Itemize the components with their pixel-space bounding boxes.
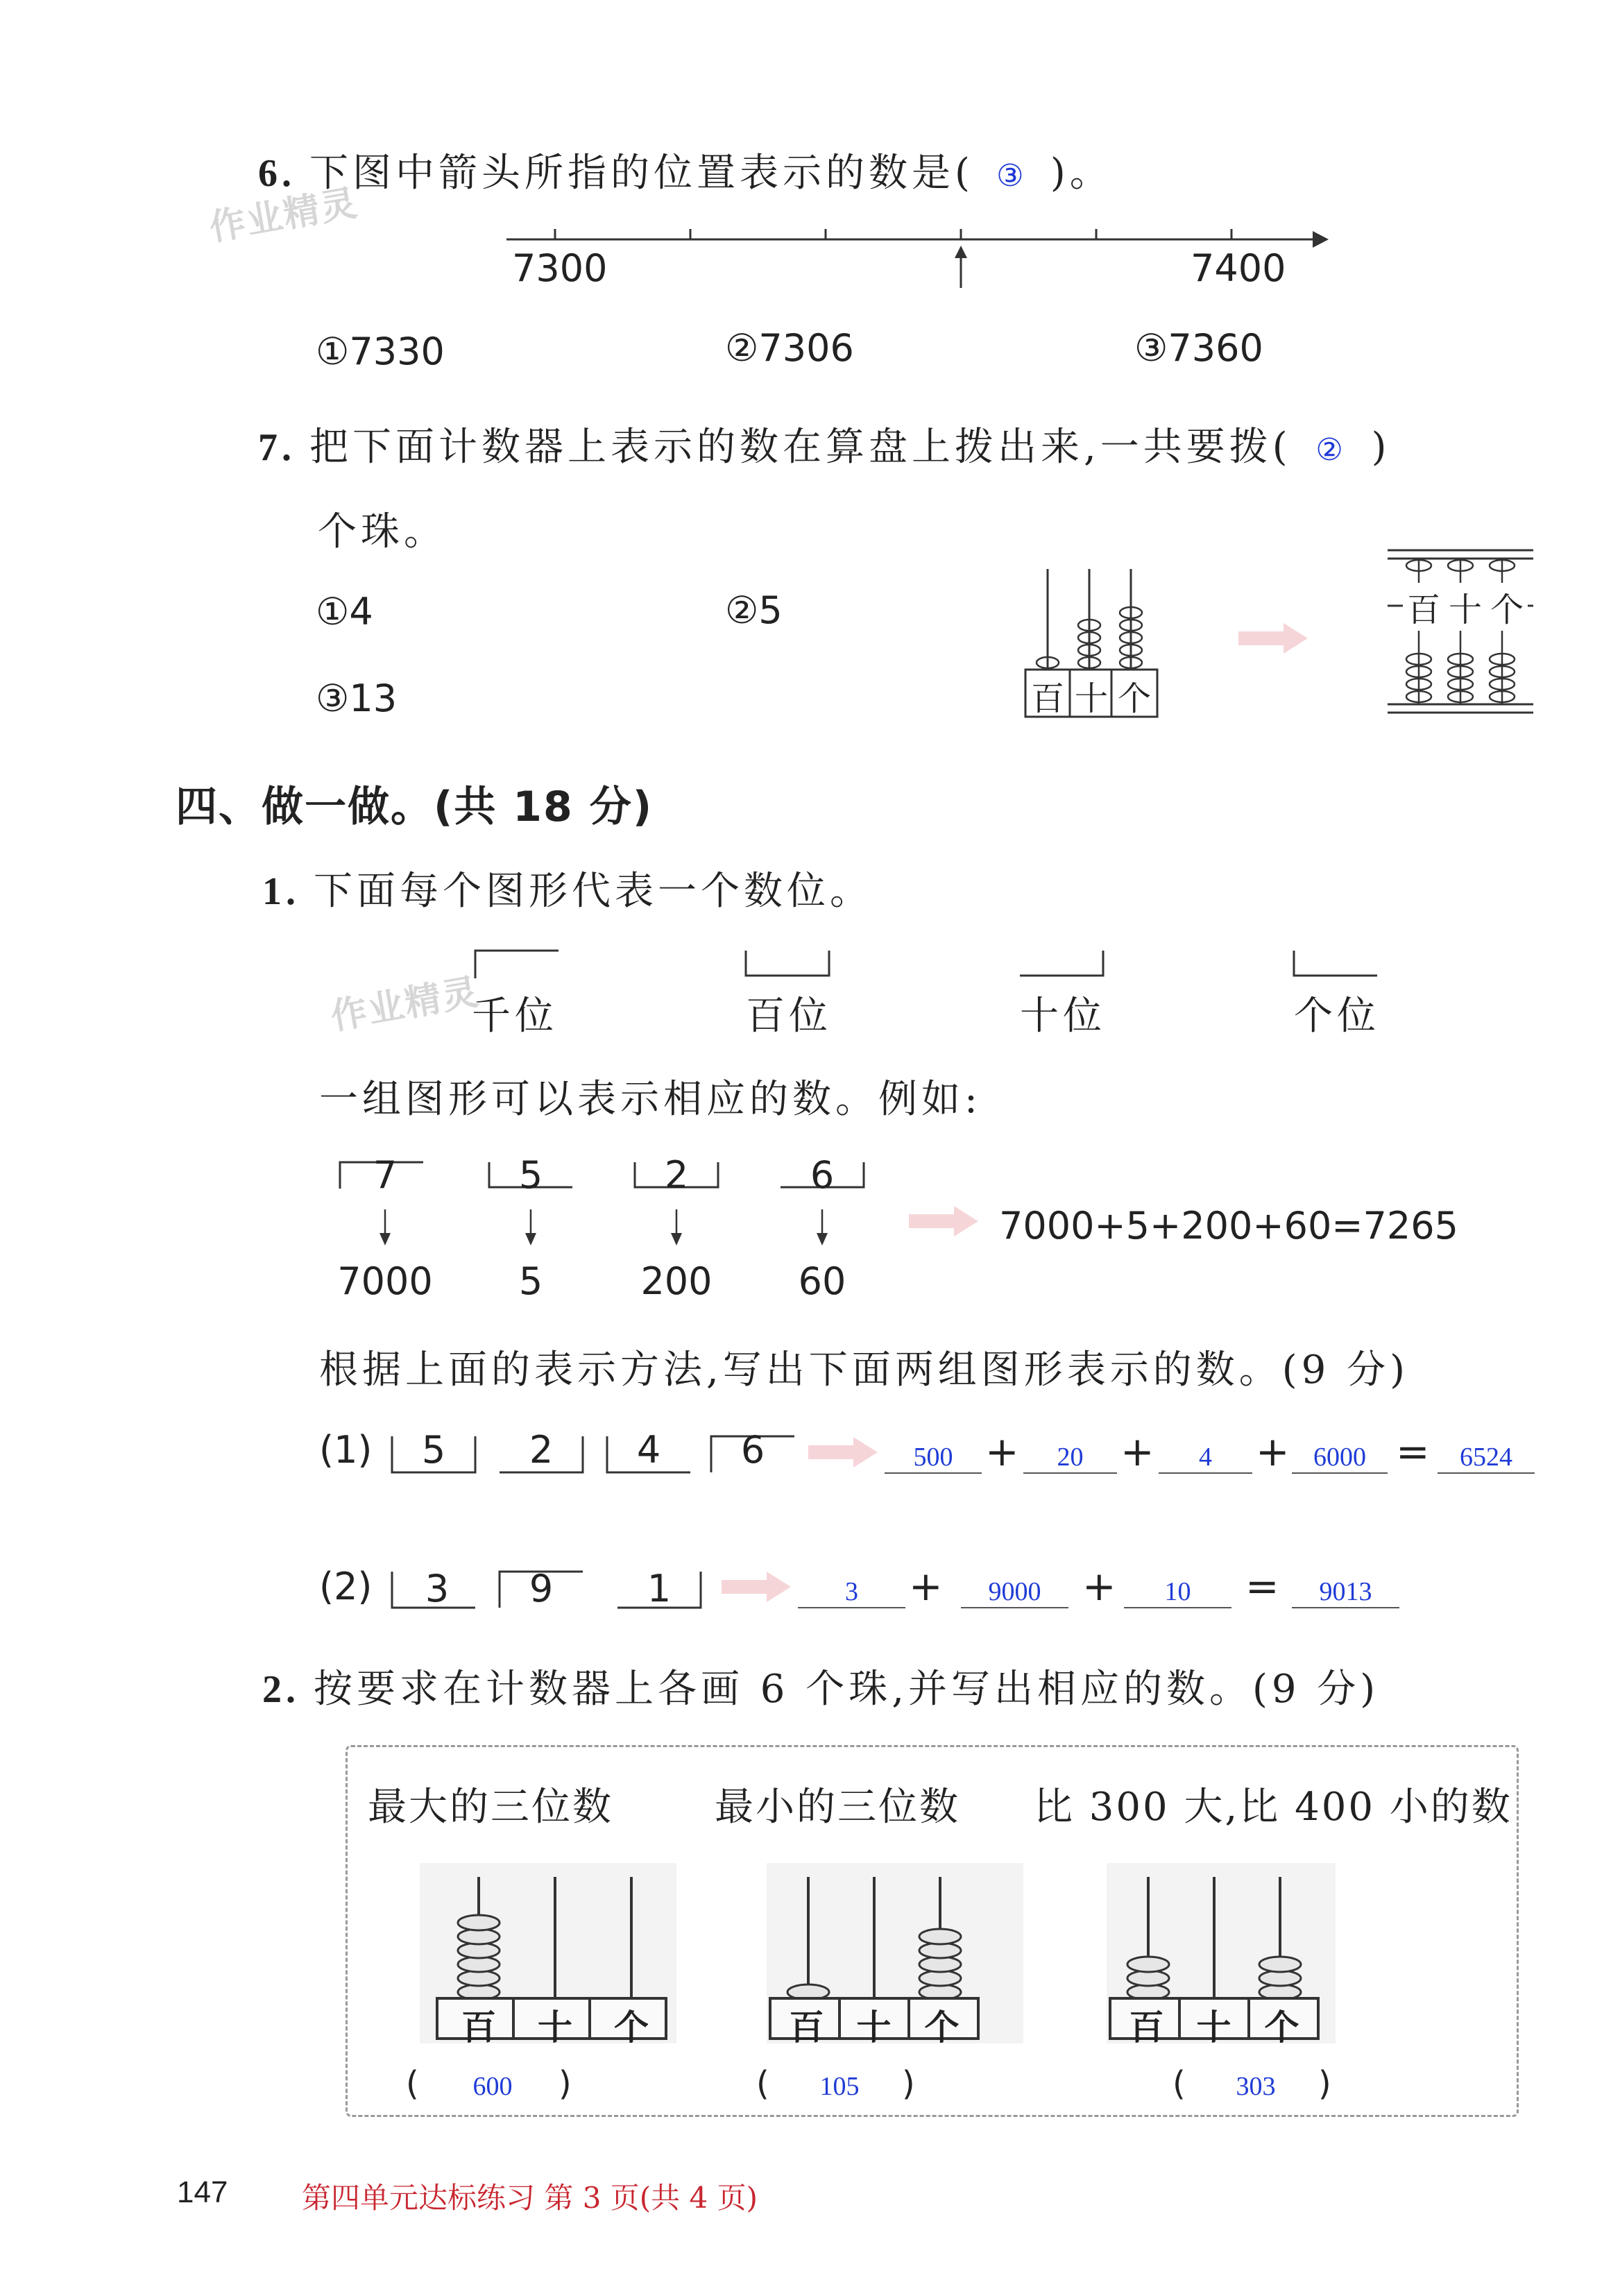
q7-answer: ② — [1315, 433, 1347, 467]
equals-sign: = — [1245, 1563, 1279, 1610]
sub1-answer-3: 4 — [1159, 1442, 1252, 1474]
counter-303-label-hundreds: 百 — [1129, 2007, 1164, 2048]
q6-text: 下图中箭头所指的位置表示的数是( — [309, 151, 974, 196]
example-digit-2: 5 — [518, 1153, 543, 1197]
thousands-shape — [475, 951, 559, 978]
q7-option-2: ②5 — [725, 588, 783, 632]
equals-sign: = — [1396, 1428, 1430, 1475]
example-value-1: 7000 — [337, 1259, 433, 1303]
sub1-answer-1: 500 — [885, 1442, 982, 1474]
label-hundreds: 百位 — [746, 994, 832, 1039]
q7-text-end: ) — [1371, 425, 1391, 470]
sub1-label: (1) — [319, 1428, 373, 1472]
p2-answer-2: 105 — [819, 2072, 860, 2101]
plus-sign: + — [1082, 1563, 1116, 1610]
footer-text: 第四单元达标练习 第 3 页(共 4 页) — [302, 2181, 758, 2215]
section-4-title: 四、做一做。(共 18 分) — [176, 783, 654, 831]
q7-option-1: ①4 — [316, 590, 373, 633]
sub2-answer-2: 9000 — [961, 1576, 1068, 1608]
plus-sign: + — [909, 1563, 943, 1610]
p2-number: 2. — [262, 1668, 300, 1711]
q7-counter-label-tens: 十 — [1074, 679, 1108, 718]
axis-right-label: 7400 — [1191, 246, 1286, 290]
watermark-2: 作业精灵 — [327, 971, 483, 1039]
sub2-label: (2) — [319, 1565, 373, 1608]
watermark: 作业精灵 — [206, 182, 361, 250]
q6-stem — [258, 142, 1113, 198]
ones-shape — [1294, 951, 1377, 976]
paren-close: ) — [902, 2064, 915, 2103]
q7-counter-label-hundreds: 百 — [1030, 679, 1064, 718]
hundreds-shape — [746, 951, 829, 976]
sub2-answer-1: 3 — [798, 1576, 905, 1608]
p1-text: 下面每个图形代表一个数位。 — [314, 869, 873, 914]
caption-smallest: 最小的三位数 — [715, 1785, 960, 1830]
p1-stem — [262, 860, 873, 916]
q7-abacus-label-tens: 十 — [1444, 583, 1486, 631]
right-arrow-icon-4 — [718, 1570, 794, 1604]
plus-sign: + — [1256, 1428, 1290, 1475]
counter-105-label-ones: 个 — [924, 2007, 960, 2048]
paren-close: ) — [559, 2064, 572, 2103]
example-digit-3: 2 — [664, 1153, 689, 1197]
p1-number: 1. — [262, 870, 300, 913]
sub2-digit-1: 3 — [425, 1567, 450, 1610]
sub1-answer-2: 20 — [1023, 1442, 1117, 1474]
example-digit-1: 7 — [373, 1153, 398, 1197]
p1-example-intro: 一组图形可以表示相应的数。例如: — [319, 1077, 982, 1122]
plus-sign: + — [1120, 1428, 1154, 1475]
p2-answer-1: 600 — [472, 2072, 513, 2101]
sub2-answer-total: 9013 — [1292, 1576, 1399, 1608]
sub1-digit-1: 5 — [421, 1428, 446, 1472]
q7-stem-line2: 个珠。 — [318, 509, 447, 554]
sub2-answer-3: 10 — [1124, 1576, 1231, 1608]
right-arrow-icon-3 — [805, 1435, 881, 1470]
q6-option-2: ②7306 — [725, 326, 854, 370]
example-value-3: 200 — [640, 1259, 713, 1303]
counter-105-label-hundreds: 百 — [789, 2007, 824, 2048]
p2-stem — [262, 1658, 1379, 1714]
caption-between: 比 300 大,比 400 小的数 — [1034, 1785, 1512, 1830]
sub2-digit-3: 1 — [647, 1567, 672, 1610]
example-value-2: 5 — [518, 1259, 543, 1303]
counter-303-label-tens: 十 — [1196, 2007, 1231, 2048]
place-shapes — [472, 944, 1395, 985]
label-tens: 十位 — [1020, 994, 1106, 1039]
q7-counter-label-ones: 个 — [1117, 679, 1151, 718]
sub1-digit-3: 4 — [636, 1428, 661, 1472]
paren-open: ( — [406, 2064, 419, 2103]
caption-largest: 最大的三位数 — [368, 1785, 613, 1830]
q6-number: 6. — [258, 152, 296, 195]
label-ones: 个位 — [1294, 994, 1380, 1039]
right-arrow-icon-2 — [905, 1204, 982, 1239]
p2-text: 按要求在计数器上各画 6 个珠,并写出相应的数。(9 分) — [314, 1667, 1380, 1712]
counter-105-label-tens: 十 — [856, 2007, 892, 2048]
page-number: 147 — [177, 2175, 228, 2209]
p1-instruction: 根据上面的表示方法,写出下面两组图形表示的数。(9 分) — [319, 1347, 1409, 1393]
q7-option-3: ③13 — [316, 677, 398, 720]
q6-text-end: )。 — [1050, 151, 1113, 196]
sub2-digit-2: 9 — [529, 1567, 554, 1610]
paren-open: ( — [1173, 2064, 1186, 2103]
example-value-4: 60 — [798, 1259, 846, 1303]
counter-600-label-ones: 个 — [614, 2007, 649, 2048]
right-arrow-icon — [1235, 621, 1311, 656]
counter-303-label-ones: 个 — [1264, 2007, 1299, 2048]
axis-left-label: 7300 — [512, 246, 608, 290]
sub1-answer-total: 6524 — [1438, 1442, 1535, 1474]
q7-text: 把下面计数器上表示的数在算盘上拨出来,一共要拨( — [309, 425, 1292, 470]
counter-600-label-hundreds: 百 — [461, 2007, 496, 2048]
sub1-digit-2: 2 — [529, 1428, 554, 1472]
q7-abacus — [1384, 545, 1537, 718]
tens-shape — [1020, 951, 1103, 976]
q7-stem — [258, 416, 1391, 472]
q7-abacus-label-ones: 个 — [1486, 583, 1528, 631]
sub1-answer-4: 6000 — [1292, 1442, 1388, 1474]
q6-option-3: ③7360 — [1134, 326, 1263, 370]
counter-600-label-tens: 十 — [538, 2007, 572, 2048]
q6-answer: ③ — [996, 159, 1028, 193]
plus-sign: + — [985, 1428, 1019, 1475]
q6-option-1: ①7330 — [316, 330, 445, 373]
label-thousands: 千位 — [472, 994, 558, 1039]
paren-open: ( — [756, 2064, 769, 2103]
example-digit-4: 6 — [810, 1153, 835, 1197]
q7-number: 7. — [258, 426, 296, 469]
example-equation: 7000+5+200+60=7265 — [999, 1204, 1458, 1248]
q7-abacus-label-hundreds: 百 — [1403, 583, 1444, 631]
paren-close: ) — [1318, 2064, 1331, 2103]
p2-answer-3: 303 — [1236, 2072, 1276, 2101]
sub1-digit-4: 6 — [740, 1428, 765, 1472]
